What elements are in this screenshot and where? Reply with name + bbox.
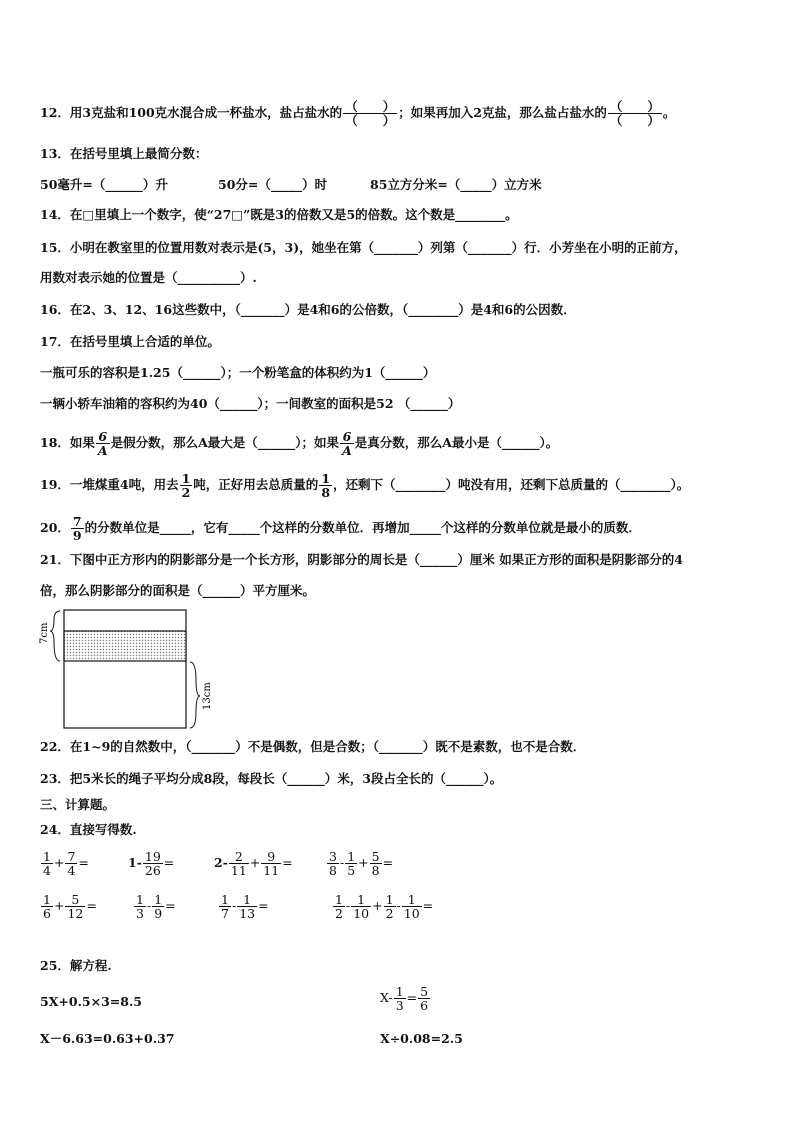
q24-row1-expr2[interactable]: 1- $\frac{19}{26}$ = <box>128 849 175 878</box>
q17-title: 17．在括号里填上合适的单位。 <box>40 334 220 349</box>
q18-fraction-2: $\frac{6}{A}$ <box>342 429 352 458</box>
q21-square-figure <box>30 600 220 735</box>
q18-text-a: 18．如果 <box>40 435 95 450</box>
q19-text-c[interactable]: ，还剩下（________）吨没有用，还剩下总质量的（________）。 <box>333 477 690 492</box>
q12-fraction-a[interactable]: （ ） （ ） <box>345 99 396 128</box>
q13-title: 13．在括号里填上最简分数： <box>40 146 208 161</box>
q15-line2[interactable]: 用数对表示她的位置是（__________）. <box>40 270 257 285</box>
q25-equation-4[interactable]: X÷0.08=2.5 <box>380 1031 463 1046</box>
q24-row1-expr3[interactable]: 2- $\frac{2}{11}$ + $\frac{9}{11}$ = <box>214 849 293 878</box>
q18-text-b[interactable]: 是假分数，那么A最大是（______）；如果 <box>110 435 340 450</box>
q19-line <box>40 472 689 499</box>
q12-fraction-b[interactable]: （ ） （ ） <box>609 99 660 128</box>
q18-text-c[interactable]: 是真分数，那么A最小是（______）。 <box>354 435 559 450</box>
q12-line <box>40 100 675 127</box>
q18-line <box>40 430 558 457</box>
q24-row2-expr2[interactable]: $\frac{1}{3}$ - $\frac{1}{9}$ = <box>136 892 176 921</box>
q25-title: 25．解方程. <box>40 958 112 973</box>
q24-row2-expr3[interactable]: $\frac{1}{7}$ - $\frac{1}{13}$ = <box>221 892 269 921</box>
q12-text-a: 12．用3克盐和100克水混合成一杯盐水，盐占盐水的 <box>40 105 343 120</box>
q24-row1-expr1[interactable]: $\frac{1}{4}$ + $\frac{7}{4}$ = <box>43 849 89 878</box>
q15-line1[interactable]: 15．小明在教室里的位置用数对表示是(5，3)，她坐在第（_______）列第（_______）行．小芳坐在小明的正前方， <box>40 240 687 255</box>
q12-text-c: 。 <box>662 105 676 120</box>
q19-text-b: 吨，正好用去总质量的 <box>193 477 319 492</box>
q13-part2[interactable]: 50分=（_____）时 <box>218 177 328 192</box>
q12-text-b: ；如果再加入2克盐，那么盐占盐水的 <box>398 105 607 120</box>
shaded-rectangle <box>64 631 186 661</box>
q23-text[interactable]: 23．把5米长的绳子平均分成8段，每段长（______）米，3段占全长的（______）。 <box>40 771 503 786</box>
right-brace <box>190 662 200 728</box>
q25-equation-3[interactable]: X－6.63=0.63+0.37 <box>40 1031 175 1046</box>
q21-line2[interactable]: 倍，那么阴影部分的面积是（______）平方厘米。 <box>40 583 316 598</box>
q21-line1[interactable]: 21．下图中正方形内的阴影部分是一个长方形，阴影部分的周长是（______）厘米 如果正方形的面积是阴影部分的4 <box>40 552 683 567</box>
square-outline <box>64 610 186 728</box>
q19-fraction-2: $\frac{1}{8}$ <box>321 471 331 500</box>
q17-line2[interactable]: 一辆小轿车油箱的容积约为40（______）；一间教室的面积是52 （______） <box>40 396 461 411</box>
section3-title: 三、计算题。 <box>40 797 116 812</box>
q13-part3[interactable]: 85立方分米=（_____）立方米 <box>370 177 542 192</box>
q17-line1[interactable]: 一瓶可乐的容积是1.25（______）；一个粉笔盒的体积约为1（______） <box>40 365 436 380</box>
q19-text-a: 19．一堆煤重4吨，用去 <box>40 477 179 492</box>
q25-equation-2[interactable]: X- $\frac{1}{3}$ = $\frac{5}{6}$ <box>380 984 429 1013</box>
label-13cm: 13cm <box>202 682 213 710</box>
q25-equation-1[interactable]: 5X+0.5×3=8.5 <box>40 994 143 1009</box>
q24-row2-expr1[interactable]: $\frac{1}{6}$ + $\frac{5}{12}$ = <box>43 892 97 921</box>
q20-text-b[interactable]: 的分数单位是_____，它有_____个这样的分数单位．再增加_____个这样的分数单位就是最小的质数． <box>84 520 641 535</box>
q18-fraction-1: $\frac{6}{A}$ <box>97 429 108 458</box>
q20-line <box>40 515 641 542</box>
q20-fraction: $\frac{7}{9}$ <box>72 514 82 543</box>
q19-fraction-1: $\frac{1}{2}$ <box>181 471 191 500</box>
left-brace <box>50 611 60 661</box>
q20-text-a: 20． <box>40 520 70 535</box>
q16-text[interactable]: 16．在2、3、12、16这些数中，（_______）是4和6的公倍数，（________）是4和6的公因数． <box>40 302 576 317</box>
q13-part1[interactable]: 50毫升=（______）升 <box>40 177 168 192</box>
q22-text[interactable]: 22．在1~9的自然数中，（_______）不是偶数，但是合数；（_______）既不是素数，也不是合数． <box>40 739 586 754</box>
label-7cm: 7cm <box>39 622 50 644</box>
q24-row1-expr4[interactable]: $\frac{3}{8}$ - $\frac{1}{5}$ + $\frac{5}{8}$ = <box>329 849 394 878</box>
q24-title: 24．直接写得数. <box>40 822 137 837</box>
q14-text[interactable]: 14．在□里填上一个数字，使“27□”既是3的倍数又是5的倍数。这个数是________。 <box>40 207 518 222</box>
q24-row2-expr4[interactable]: $\frac{1}{2}$ - $\frac{1}{10}$ + $\frac{1}{2}$ - $\frac{1}{10}$ = <box>335 892 434 921</box>
